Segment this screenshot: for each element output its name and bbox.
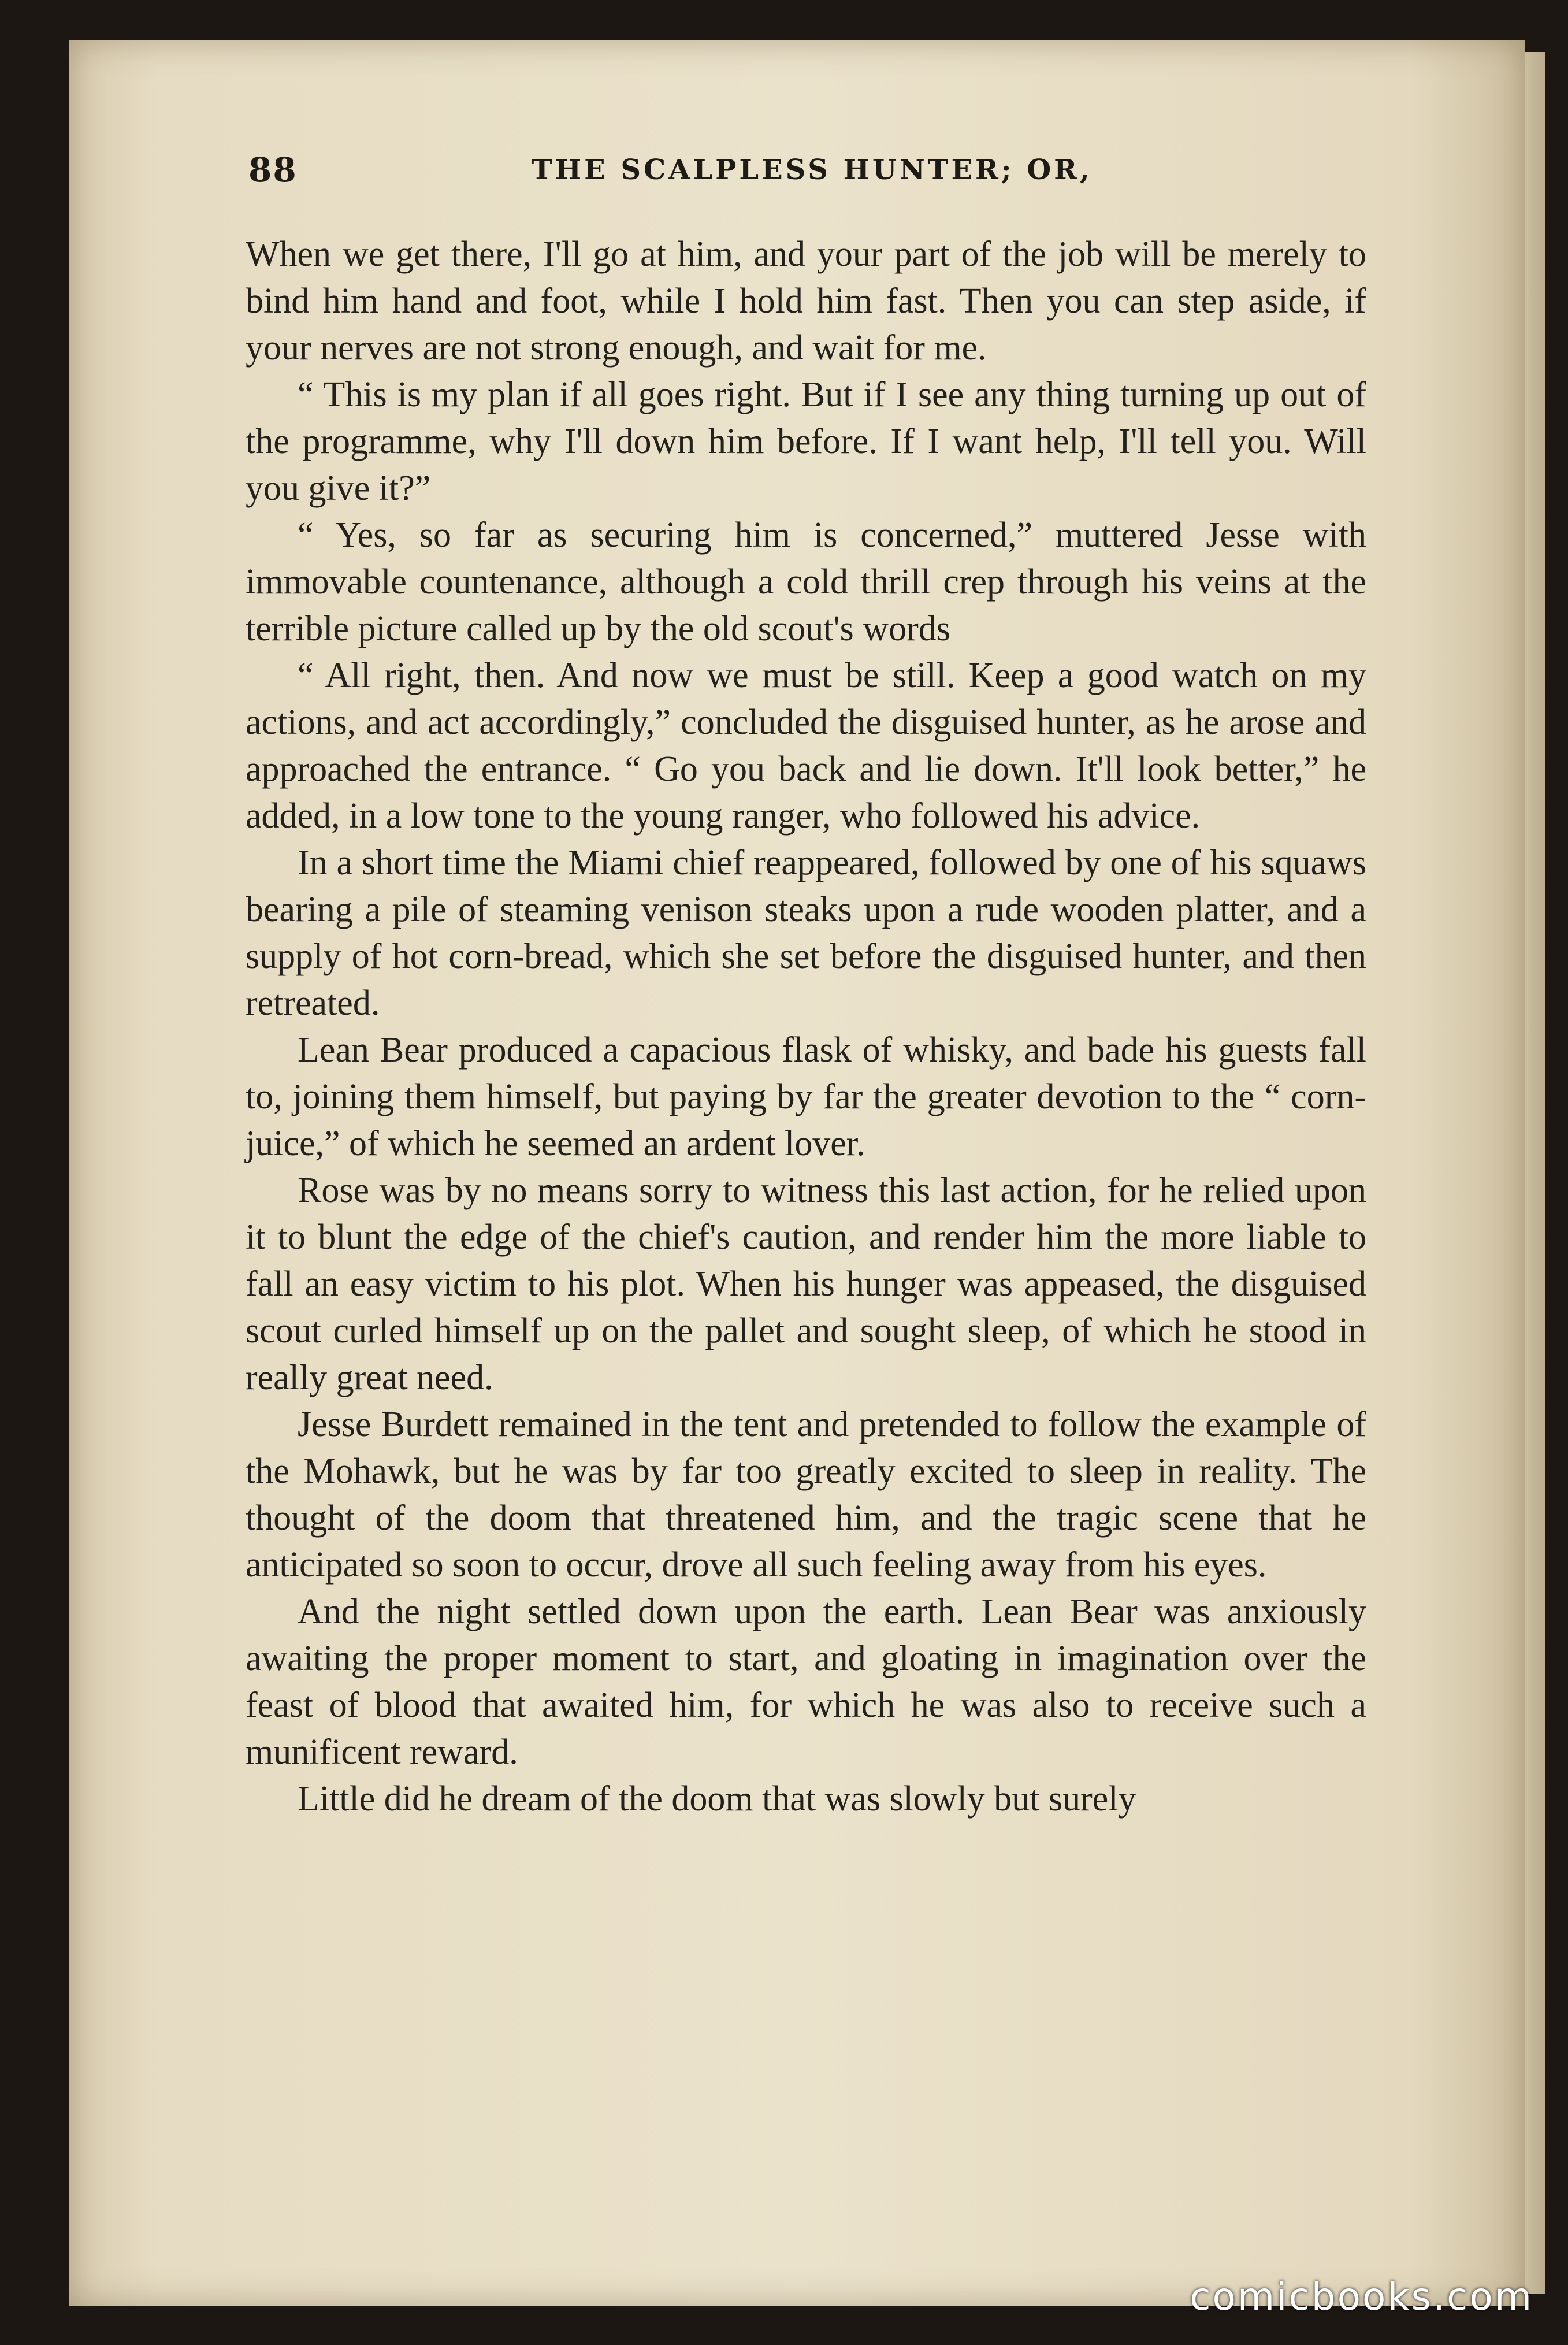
paragraph-7: Rose was by no means sorry to witness this last action, for he relied upon it to blunt the edge of the chief's caution, and render him the more liable to fall an easy victim to his plot. When his hunger was appeased, the disguised scout curled himself up on the pallet and sought sleep, of which he stood in really great need. [246, 1171, 1366, 1397]
page-edge [1522, 52, 1545, 2294]
body-text [246, 231, 1366, 1823]
watermark: comicbooks.com [1190, 2274, 1533, 2319]
running-title: THE SCALPLESS HUNTER; OR, [532, 154, 1093, 186]
paragraph-9: And the night settled down upon the earth. Lean Bear was anxiously awaiting the proper moment to start, and gloating in imagination over the feast of blood that awaited him, for which he was also to receive such a munificent reward. [246, 1592, 1366, 1772]
page-number: 88 [248, 150, 298, 190]
paragraph-4: “ All right, then. And now we must be still. Keep a good watch on my actions, and act accordingly,” concluded the disguised hunter, as he arose and approached the entrance. “ Go you back and lie down. It'll look better,” he added, in a low tone to the young ranger, who followed his advice. [246, 656, 1366, 836]
paragraph-5: In a short time the Miami chief reappeared, followed by one of his squaws bearing a pile of steaming venison steaks upon a rude wooden platter, and a supply of hot corn-bread, which she set before the disguised hunter, and then retreated. [246, 843, 1366, 1023]
paragraph-6: Lean Bear produced a capacious flask of whisky, and bade his guests fall to, joining them himself, but paying by far the greater devotion to the “ corn-juice,” of which he seemed an ardent lover. [246, 1030, 1366, 1163]
paragraph-10: Little did he dream of the doom that was slowly but surely [298, 1779, 1136, 1819]
paragraph-2: “ This is my plan if all goes right. But if I see any thing turning up out of the programme, why I'll down him before. If I want help, I'll tell you. Will you give it?” [246, 375, 1366, 508]
paragraph-1: When we get there, I'll go at him, and your part of the job will be merely to bind him hand and foot, while I hold him fast. Then you can step aside, if your nerves are not strong enough, and wait for me. [246, 235, 1366, 368]
paragraph-3: “ Yes, so far as securing him is concerned,” muttered Jesse with immovable countenance, although a cold thrill crep through his veins at the terrible picture called up by the old scout's words [246, 515, 1366, 648]
page-header [173, 150, 1387, 196]
paragraph-8: Jesse Burdett remained in the tent and pretended to follow the example of the Mohawk, but he was by far too greatly excited to sleep in reality. The thought of the doom that threatened him, and the tragic scene that he anticipated so soon to occur, drove all such feeling away from his eyes. [246, 1405, 1366, 1585]
